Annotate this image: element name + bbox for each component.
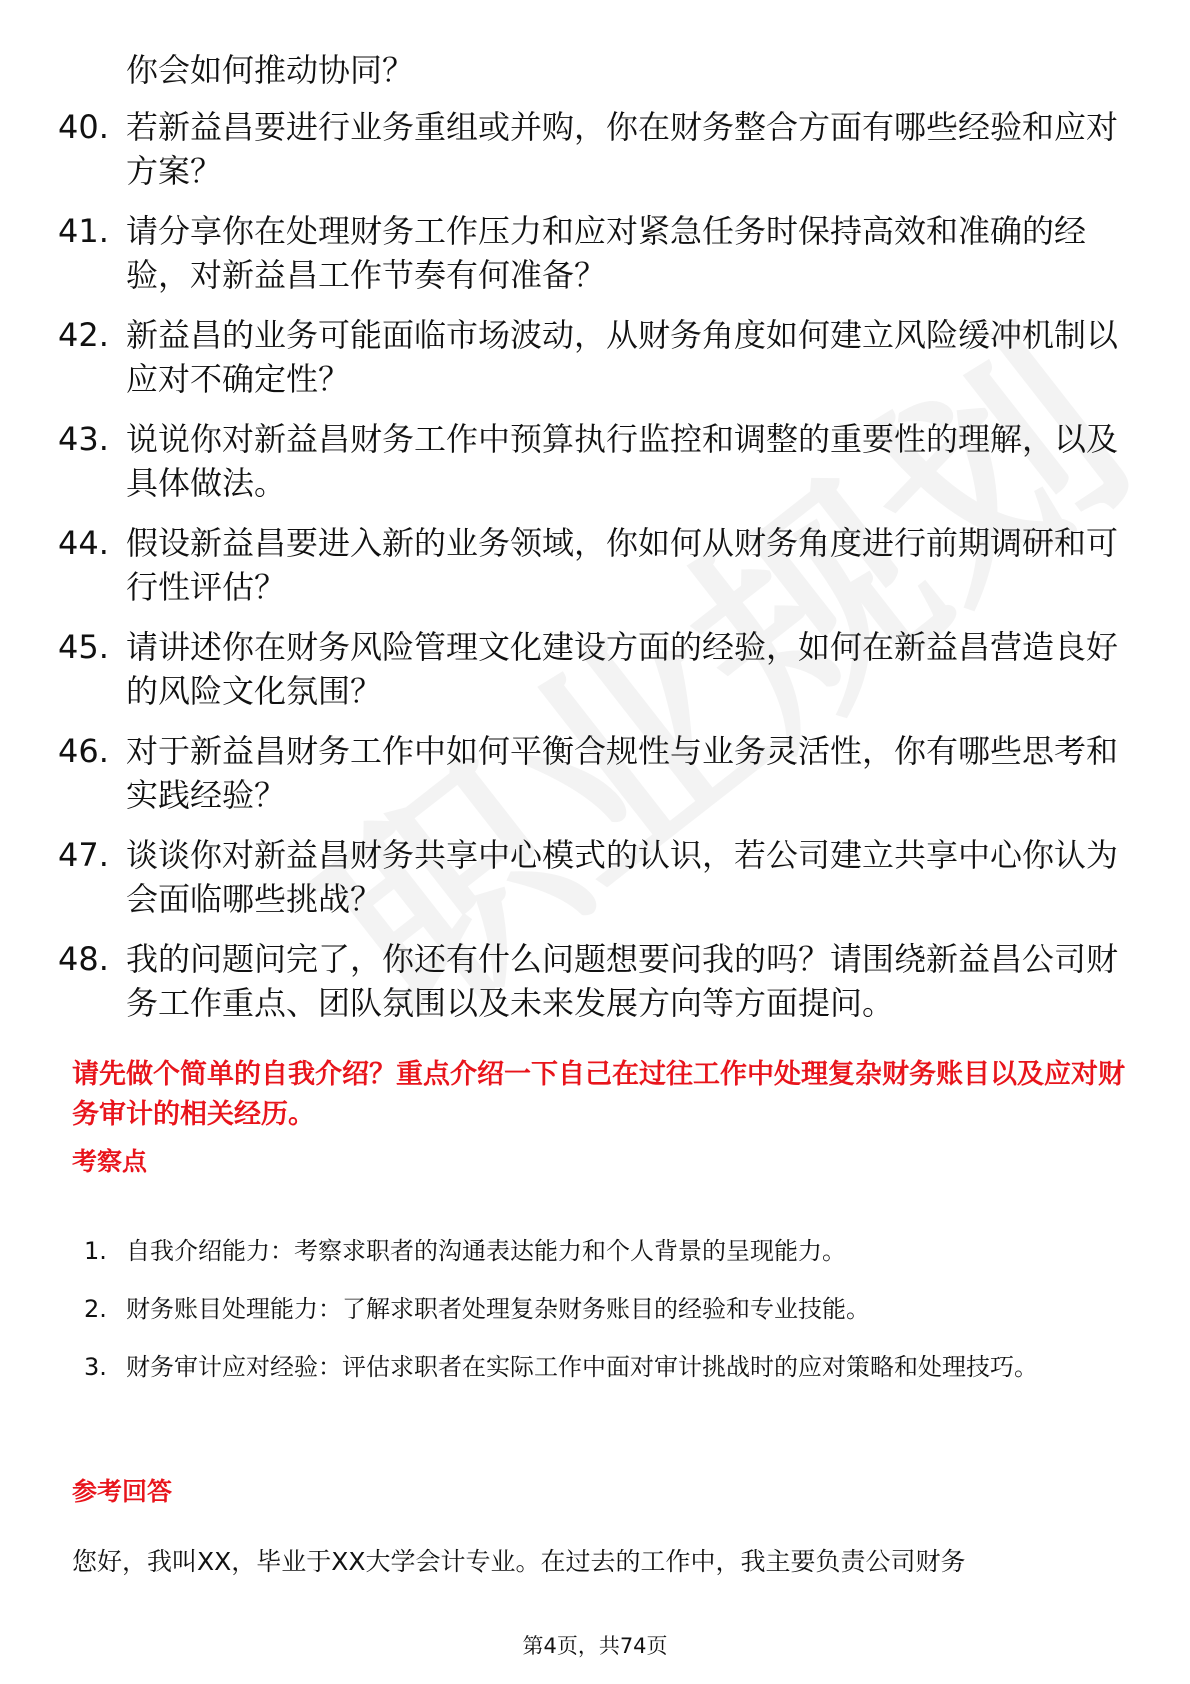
question-item bbox=[58, 209, 1138, 297]
question-text: 若新益昌要进行业务重组或并购，你在财务整合方面有哪些经验和应对方案？ bbox=[126, 108, 1119, 190]
question-text: 我的问题问完了，你还有什么问题想要问我的吗？请围绕新益昌公司财务工作重点、团队氛围以及未来发展方向等方面提问。 bbox=[126, 940, 1119, 1022]
question-number: 44. bbox=[58, 524, 109, 562]
assessment-number: 3. bbox=[84, 1353, 107, 1381]
question-item bbox=[58, 833, 1138, 921]
question-number: 42. bbox=[58, 316, 109, 354]
question-text: 假设新益昌要进入新的业务领域，你如何从财务角度进行前期调研和可行性评估？ bbox=[126, 524, 1119, 606]
question-list bbox=[58, 48, 1138, 1041]
question-item bbox=[58, 521, 1138, 609]
reference-answer: 您好，我叫XX，毕业于XX大学会计专业。在过去的工作中，我主要负责公司财务 bbox=[72, 1547, 966, 1576]
question-item bbox=[58, 625, 1138, 713]
question-text: 说说你对新益昌财务工作中预算执行监控和调整的重要性的理解，以及具体做法。 bbox=[126, 420, 1119, 502]
question-number: 47. bbox=[58, 836, 109, 874]
question-text: 对于新益昌财务工作中如何平衡合规性与业务灵活性，你有哪些思考和实践经验？ bbox=[126, 732, 1119, 814]
question-text: 新益昌的业务可能面临市场波动，从财务角度如何建立风险缓冲机制以应对不确定性？ bbox=[126, 316, 1119, 398]
question-number: 48. bbox=[58, 940, 109, 978]
highlight-question: 请先做个简单的自我介绍？重点介绍一下自己在过往工作中处理复杂财务账目以及应对财务审计的相关经历。 bbox=[72, 1059, 1125, 1130]
question-number: 43. bbox=[58, 420, 109, 458]
assessment-item bbox=[84, 1222, 1124, 1280]
question-number: 40. bbox=[58, 108, 109, 146]
page-footer: 第4页，共74页 bbox=[522, 1634, 668, 1658]
assessment-text: 财务审计应对经验：评估求职者在实际工作中面对审计挑战时的应对策略和处理技巧。 bbox=[126, 1353, 1038, 1381]
assessment-title: 考察点 bbox=[72, 1147, 148, 1176]
question-item bbox=[58, 937, 1138, 1025]
question-text: 请讲述你在财务风险管理文化建设方面的经验，如何在新益昌营造良好的风险文化氛围？ bbox=[126, 628, 1119, 710]
question-item bbox=[58, 105, 1138, 193]
assessment-text: 自我介绍能力：考察求职者的沟通表达能力和个人背景的呈现能力。 bbox=[126, 1237, 846, 1265]
question-number: 46. bbox=[58, 732, 109, 770]
question-text: 请分享你在处理财务工作压力和应对紧急任务时保持高效和准确的经验，对新益昌工作节奏有何准备？ bbox=[126, 212, 1087, 294]
question-text: 谈谈你对新益昌财务共享中心模式的认识，若公司建立共享中心你认为会面临哪些挑战？ bbox=[126, 836, 1119, 918]
question-item bbox=[58, 417, 1138, 505]
assessment-item bbox=[84, 1338, 1124, 1396]
assessment-number: 1. bbox=[84, 1237, 107, 1265]
question-number: 45. bbox=[58, 628, 109, 666]
question-item bbox=[58, 729, 1138, 817]
question-continuation: 你会如何推动协同？ bbox=[126, 51, 415, 89]
assessment-list bbox=[84, 1222, 1124, 1396]
question-number: 41. bbox=[58, 212, 109, 250]
assessment-text: 财务账目处理能力：了解求职者处理复杂财务账目的经验和专业技能。 bbox=[126, 1295, 870, 1323]
assessment-item bbox=[84, 1280, 1124, 1338]
question-item bbox=[58, 313, 1138, 401]
assessment-number: 2. bbox=[84, 1295, 107, 1323]
reference-title: 参考回答 bbox=[72, 1477, 173, 1506]
